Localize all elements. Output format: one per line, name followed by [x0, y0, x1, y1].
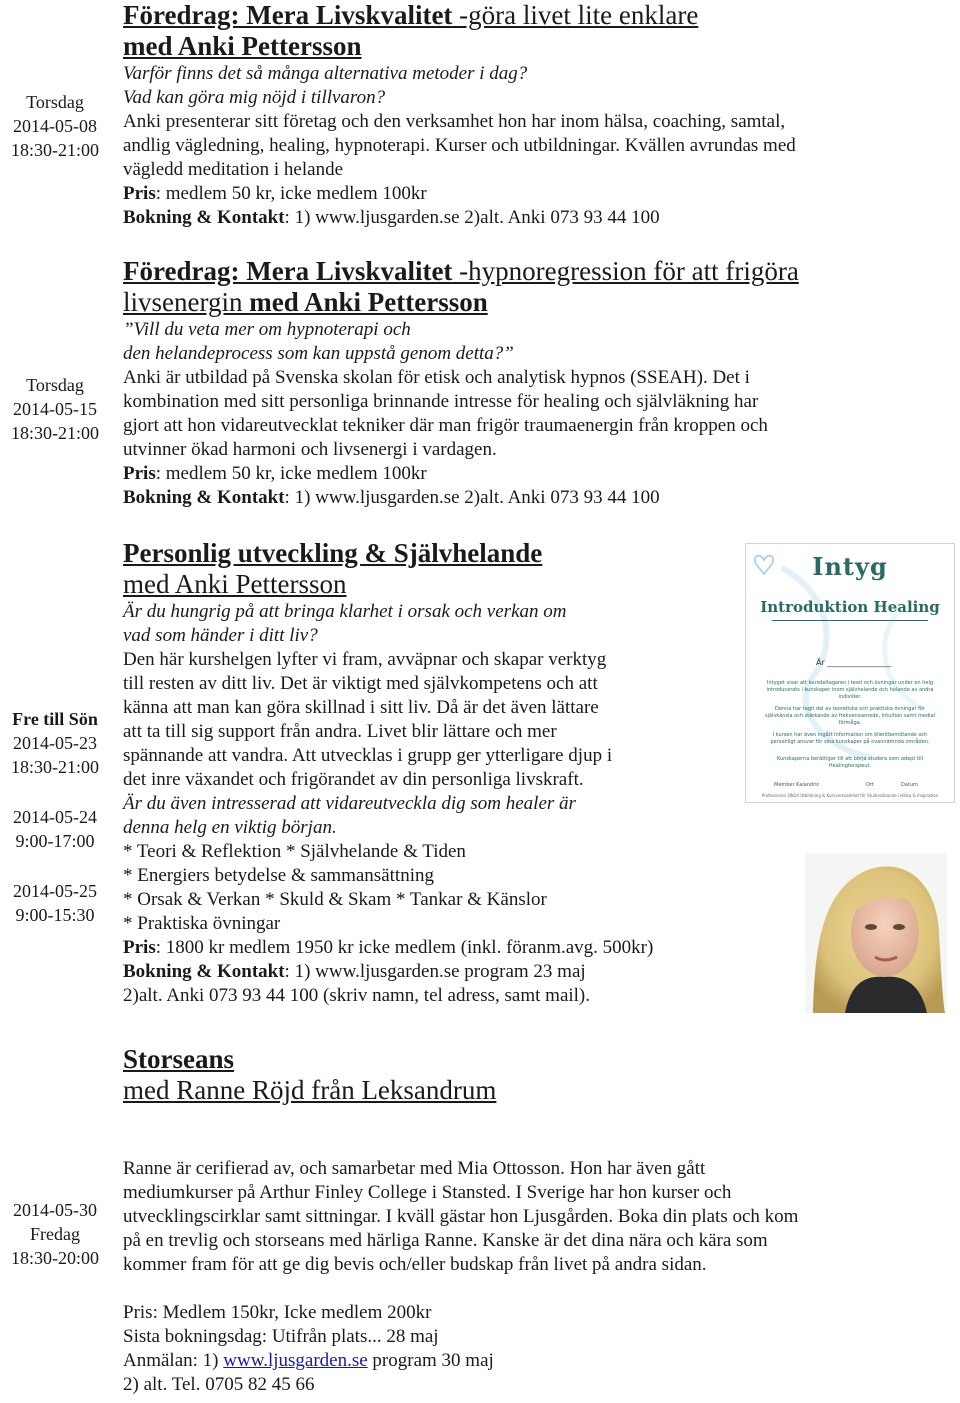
event-4-price: Pris: Medlem 150kr, Icke medlem 200kr	[123, 1302, 432, 1323]
event-3-topic: * Energiers betydelse & sammansättning	[123, 865, 434, 886]
event-4-deadline: Sista bokningsdag: Utifrån plats... 28 maj	[123, 1326, 439, 1347]
certificate-divider	[772, 620, 928, 621]
certificate-text: I kursen har även ingått Information om klientbemötande och personligt ansvar för sina kunskaper på ovannämnda områden.	[770, 732, 930, 745]
event-3-time: 9:00-15:30	[15, 905, 95, 925]
event-1-line: Varför finns det så många alternativa metoder i dag?	[123, 63, 528, 84]
event-4-phone: 2) alt. Tel. 0705 82 45 66	[123, 1374, 315, 1395]
portrait-image	[805, 853, 947, 1013]
certificate-text: Kunskaperna berättigar till att börja studera som adept till Healingterapeut.	[776, 756, 924, 769]
event-3-line: Den här kurshelgen lyfter vi fram, avväpnar och skapar verktyg	[123, 649, 607, 670]
event-2-line: Anki är utbildad på Svenska skolan för etisk och analytisk hypnos (SSEAH). Det i	[123, 367, 750, 388]
event-3-line: Är du hungrig på att bringa klarhet i orsak och verkan om	[123, 601, 567, 622]
certificate-image	[745, 543, 955, 803]
certificate-signature: Member Kalandric	[774, 782, 820, 788]
event-3-booking: Bokning & Kontakt: 1) www.ljusgarden.se program 23 maj	[123, 961, 586, 982]
event-3-line: till resten av ditt liv. Det är viktigt med självkompetens och att	[123, 673, 598, 694]
event-3-line: spännande att vandra. Att utvecklas i grupp ger ytterligare djup i	[123, 745, 613, 766]
event-4-time: 18:30-20:00	[11, 1248, 99, 1268]
event-2-dates	[0, 373, 110, 445]
event-1-content	[123, 0, 953, 230]
event-4-dates	[0, 1198, 110, 1270]
event-4-signup: Anmälan: 1) www.ljusgarden.se program 30 maj	[123, 1350, 494, 1371]
event-4-day: Fredag	[30, 1224, 80, 1244]
event-2-booking: Bokning & Kontakt: 1) www.ljusgarden.se 2)alt. Anki 073 93 44 100	[123, 487, 660, 508]
event-3-booking-cont: 2)alt. Anki 073 93 44 100 (skriv namn, tel adress, samt mail).	[123, 985, 591, 1006]
event-2-price: Pris: medlem 50 kr, icke medlem 100kr	[123, 463, 427, 484]
event-1-line: Vad kan göra mig nöjd i tillvaron?	[123, 87, 386, 108]
event-1-dates	[0, 90, 110, 162]
event-3-line: Är du även intresserad att vidareutveckla dig som healer är	[123, 793, 576, 814]
event-3-title-host: med Anki Pettersson	[123, 569, 347, 599]
event-4-title-host: med Ranne Röjd från Leksandrum	[123, 1075, 497, 1105]
event-1-line: andlig vägledning, healing, hypnoterapi. Kurser och utbildningar. Kvällen avrundas med	[123, 135, 796, 156]
event-4-content	[123, 1044, 953, 1106]
event-1-time: 18:30-21:00	[11, 140, 99, 160]
event-2-date: 2014-05-15	[13, 399, 97, 419]
certificate-text: Denna har tagit del av teoretiska och praktiska övningar för självkänsla och stärkande av frekvenssenede, intuition samt medial förmåga.	[765, 706, 935, 726]
event-3-line: denna helg en viktig början.	[123, 817, 337, 838]
event-1-title: Föredrag: Mera Livskvalitet -göra livet lite enklare	[123, 0, 699, 30]
event-3-title: Personlig utveckling & Självhelande	[123, 538, 543, 568]
event-1-line: vägledd meditation i helande	[123, 159, 344, 180]
event-4-line: på en trevlig och storseans med härliga Ranne. Kanske är det dina nära och kära som	[123, 1230, 768, 1251]
portrait-photo	[805, 853, 947, 1013]
event-3-line: det inre växandet och frigörandet av din personliga livskraft.	[123, 769, 584, 790]
event-4-body	[123, 1157, 953, 1397]
certificate-place: Ort	[866, 782, 874, 788]
ljusgarden-link[interactable]: www.ljusgarden.se	[223, 1350, 368, 1371]
event-1-title-host: med Anki Pettersson	[123, 31, 362, 61]
event-1-date: 2014-05-08	[13, 116, 97, 136]
event-3-date: 2014-05-23	[13, 733, 97, 753]
certificate-footer: Professional 3IN1A Utbildning & Kursverksamhet för Studiesökande i Hälsa & Inspiration	[761, 793, 939, 798]
event-1-day: Torsdag	[26, 92, 84, 112]
event-3-days: Fre till Sön	[12, 709, 98, 729]
event-2-title-host: med Anki Pettersson	[249, 287, 488, 317]
event-3-dates	[0, 707, 110, 927]
event-3-line: att ta till sig support från andra. Livet blir lättare och mer	[123, 721, 557, 742]
event-1-line: Anki presenterar sitt företag och den verksamhet hon har inom hälsa, coaching, samtal,	[123, 111, 786, 132]
event-2-content	[123, 256, 953, 510]
event-2-title-cont: livsenergin	[123, 287, 250, 317]
certificate-date: Datum	[901, 782, 918, 788]
event-3-time: 9:00-17:00	[15, 831, 95, 851]
event-2-time: 18:30-21:00	[11, 423, 99, 443]
event-3-date: 2014-05-24	[13, 807, 97, 827]
event-1-price: Pris: medlem 50 kr, icke medlem 100kr	[123, 183, 427, 204]
event-4-date: 2014-05-30	[13, 1200, 97, 1220]
event-3-price: Pris: 1800 kr medlem 1950 kr icke medlem (inkl. föranm.avg. 500kr)	[123, 937, 654, 958]
event-2-line: den helandeprocess som kan uppstå genom detta?”	[123, 343, 514, 364]
event-2-line: ”Vill du veta mer om hypnoterapi och	[123, 319, 411, 340]
event-3-topic: * Teori & Reflektion * Självhelande & Tiden	[123, 841, 466, 862]
event-3-topic: * Orsak & Verkan * Skuld & Skam * Tankar & Känslor	[123, 889, 547, 910]
event-1-booking: Bokning & Kontakt: 1) www.ljusgarden.se 2)alt. Anki 073 93 44 100	[123, 207, 660, 228]
event-2-title: Föredrag: Mera Livskvalitet -hypnoregression för att frigöra	[123, 256, 799, 286]
certificate-text: Intyget visar att kursdeltagaren i teori och övningar under en helg introducerats i kunskaper inom självhelande och helande av andra individer.	[766, 680, 934, 700]
event-4-line: mediumkurser på Arthur Finley College i Stansted. I Sverige har hon kurser och	[123, 1182, 732, 1203]
event-2-day: Torsdag	[26, 375, 84, 395]
event-4-line: Ranne är cerifierad av, och samarbetar med Mia Ottosson. Hon har även gått	[123, 1158, 706, 1179]
certificate-subtitle: Introduktion Healing	[760, 598, 940, 616]
event-3-topic: * Praktiska övningar	[123, 913, 281, 934]
certificate-title: Intyg	[812, 552, 888, 581]
event-3-date: 2014-05-25	[13, 881, 97, 901]
event-3-line: vad som händer i ditt liv?	[123, 625, 318, 646]
event-4-line: kommer fram för att ge dig bevis och/eller budskap från livet på andra sidan.	[123, 1254, 707, 1275]
event-2-line: gjort att hon vidareutvecklat tekniker där man frigör traumaenergin från kroppen och	[123, 415, 768, 436]
event-3-time: 18:30-21:00	[11, 757, 99, 777]
certificate-recipient: Är ________________	[816, 658, 892, 667]
event-4-line: utvecklingscirklar samt sittningar. I kväll gästar hon Ljusgården. Boka din plats och kom	[123, 1206, 799, 1227]
event-2-line: utvinner ökad harmoni och livsenergi i vardagen.	[123, 439, 497, 460]
event-4-title: Storseans	[123, 1044, 235, 1074]
event-2-line: kombination med sitt personliga brinnande intresse för healing och självläkning har	[123, 391, 759, 412]
event-3-line: känna att man kan göra skillnad i sitt liv. Då är det även lättare	[123, 697, 599, 718]
